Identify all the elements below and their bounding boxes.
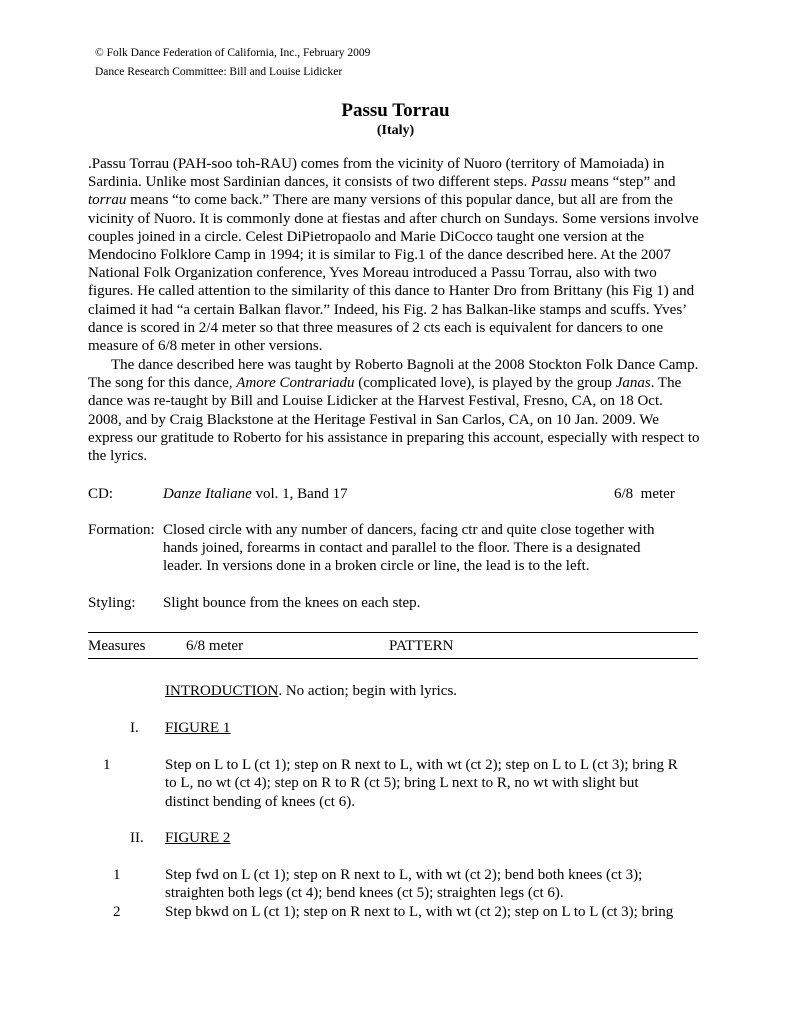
intro-p2-text-b: (complicated love), is played by the group [354, 375, 616, 392]
term-passu: Passu [530, 174, 567, 191]
introduction-line [165, 682, 457, 700]
col-pattern: PATTERN [389, 638, 454, 654]
figure-2-measure-2-text [165, 903, 705, 921]
figure-2-title: FIGURE 2 [165, 830, 231, 846]
intro-p1-text-a: .Passu Torrau (PAH-soo toh-RAU) comes from the vicinity of Nuoro (territory of Mamoiada) in Sardinia. Unlike most Sardinian dances, it consists of two different steps. [88, 156, 665, 191]
styling-label: Styling: [88, 595, 136, 611]
figure-2-m2-line-1: Step bkwd on L (ct 1); step on R next to L, with wt (ct 2); step on L to L (ct 3); bring [165, 904, 674, 920]
intro-paragraph-2 [88, 356, 700, 465]
intro-p1-text-c: means “to come back.” There are many versions of this popular dance, but all are from the vicinity of Nuoro. It is commonly done at fiestas and after church on Sundays. Some versions involve couples joined in a circle. Celest DiPietropaolo and Marie DiCocco taught one version at the Mendocino Folklore Camp in 1994; it is similar to Fig.1 of the dance described here. At the 2007 National Folk Organization conference, Yves Moreau introduced a Passu Torrau, also with two figures. He called attention to the similarity of this dance to Hanter Dro from Brittany (his Fig 1) and claimed it had “a certain Balkan flavor.” Indeed, his Fig. 2 has Balkan-like stamps and scuffs. Yves’ dance is scored in 2/4 meter so that three measures of 2 cts each is equivalent for dancers to one measure of 6/8 meter in other versions. [88, 192, 699, 355]
intro-p2-text-c: . The dance was re-taught by Bill and Louise Lidicker at the Harvest Festival, Fresno, CA, on 18 Oct. 2008, and by Craig Blackstone at the Heritage Festival in San Carlos, CA, on 10 Jan. 2009. We express our gratitude to Roberto for his assistance in preparing this account, especially with respect to the lyrics. [88, 375, 700, 465]
formation-line-1: Closed circle with any number of dancers, facing ctr and quite close together with [163, 522, 655, 538]
group-name: Janas [615, 375, 651, 392]
figure-1-title: FIGURE 1 [165, 720, 231, 736]
figure-2-measure-1-num: 1 [113, 867, 121, 883]
table-bottom-rule [88, 658, 698, 659]
figure-1-measure-text [165, 756, 705, 811]
figure-2-measure-1-text [165, 866, 705, 903]
cd-info [163, 485, 348, 503]
figure-1-numeral: I. [130, 720, 139, 736]
col-measures: Measures [88, 638, 146, 654]
cd-meter: 6/8 meter [614, 486, 675, 502]
committee-line: Dance Research Committee: Bill and Louise Lidicker [95, 66, 343, 78]
cd-label: CD: [88, 486, 114, 502]
figure-1-line-3: distinct bending of knees (ct 6). [165, 793, 355, 810]
copyright-line: © Folk Dance Federation of California, Inc., February 2009 [95, 47, 371, 59]
figure-1-line-1: Step on L to L (ct 1); step on R next to L, with wt (ct 2); step on L to L (ct 3); bring R [165, 757, 678, 773]
cd-album: Danze Italiane [163, 486, 252, 502]
styling-text: Slight bounce from the knees on each step. [163, 595, 421, 611]
figure-2-m1-line-1: Step fwd on L (ct 1); step on R next to L, with wt (ct 2); bend both knees (ct 3); [165, 867, 643, 883]
formation-line-3: leader. In versions done in a broken circle or line, the lead is to the left. [163, 558, 590, 574]
intro-p2-text-a: The dance described here was taught by Roberto Bagnoli at the 2008 Stockton Folk Dance Camp. The song for this dance, [88, 357, 699, 392]
figure-2-numeral: II. [130, 830, 144, 846]
formation-line-2: hands joined, forearms in contact and parallel to the floor. There is a designated [163, 540, 641, 556]
figure-1-line-2: to L, no wt (ct 4); step on R to R (ct 5); bring L next to R, no wt with slight but [165, 775, 639, 792]
song-title: Amore Contrariadu [236, 375, 355, 392]
intro-paragraph-1 [88, 155, 700, 355]
figure-1-measure-num: 1 [103, 757, 111, 773]
col-meter: 6/8 meter [186, 638, 244, 654]
cd-band: vol. 1, Band 17 [251, 486, 348, 502]
page-subtitle: (Italy) [376, 123, 415, 138]
formation-label: Formation: [88, 522, 155, 538]
figure-2-measure-2-num: 2 [113, 904, 121, 920]
figure-2-m1-line-2: straighten both legs (ct 4); bend knees (ct 5); straighten legs (ct 6). [165, 885, 564, 902]
introduction-label: INTRODUCTION [165, 683, 279, 699]
term-torrau: torrau [88, 192, 127, 209]
intro-p1-text-b: means “step” and [566, 174, 676, 191]
page-title: Passu Torrau [341, 100, 450, 121]
table-top-rule [88, 632, 698, 633]
introduction-text: . No action; begin with lyrics. [278, 683, 458, 699]
